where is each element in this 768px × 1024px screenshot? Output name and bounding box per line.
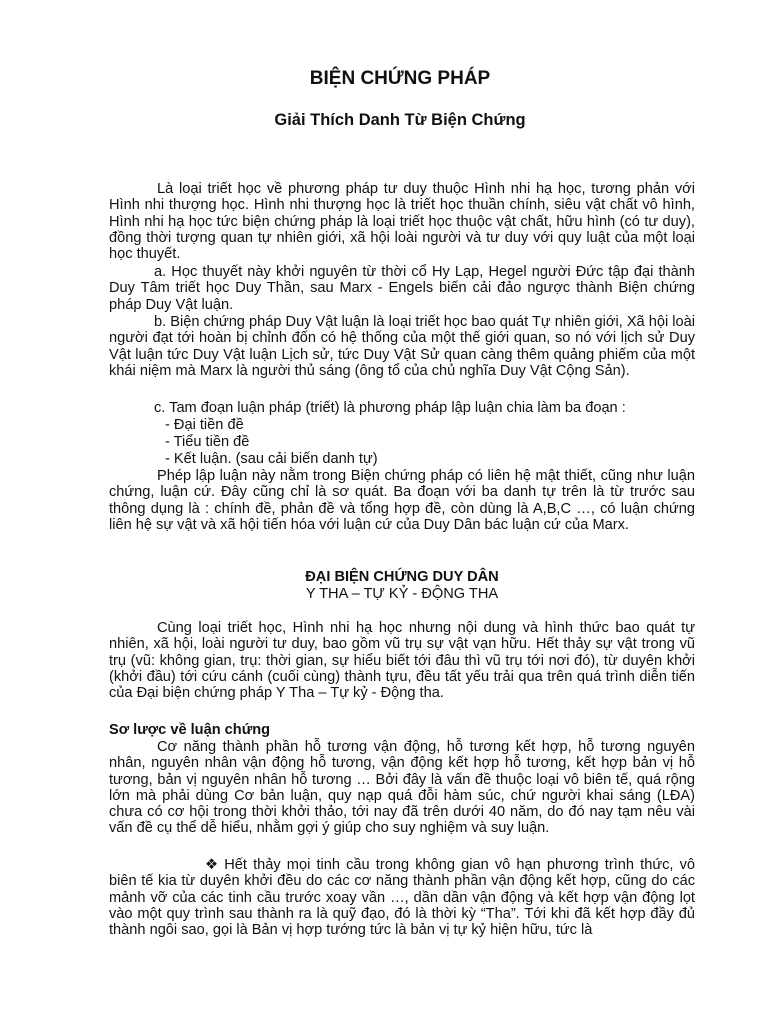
summary-heading: Sơ lược về luận chứng [109, 722, 271, 738]
section-heading: ĐẠI BIỆN CHỨNG DUY DÂN [305, 569, 499, 585]
list-item: - Đại tiền đề [165, 417, 244, 433]
summary-bullet-text: Hết thảy mọi tinh cầu trong không gian vô hạn phương trình thức, vô biên tế kia từ duyên khởi đều do các cơ năng thành phần vận động kết hợp, cũng do các mảnh vỡ của các tinh cầu trước xoay vần …, dần dần vận động và kết hợp vận động lọt vào một quy trình sau thành ra là quỹ đạo, đó là thời kỳ “Tha”. Tới khi đã kết hợp đầy đủ thành ngôi sao, gọi là Bản vị hợp tướng tức là bản vị tự kỷ hiện hữu, tức là [109, 857, 695, 939]
list-item: - Tiểu tiền đề [165, 434, 250, 450]
document-title: BIỆN CHỨNG PHÁP [309, 68, 491, 89]
section-subheading: Y THA – TỰ KỶ - ĐỘNG THA [305, 586, 499, 602]
list-item: - Kết luận. (sau cải biến danh tự) [165, 451, 378, 467]
intro-conclusion-paragraph: Phép lập luận này nằm trong Biện chứng pháp có liên hệ mật thiết, cũng như luận chứng, luận cứ. Đây cũng chỉ là sơ quát. Ba đoạn với ba danh tự trên là từ trước sau thông dụng là : chính đề, phản đề và tổng hợp đề, còn dùng là A,B,C …, có luận chứng liên hệ sự vật và xã hội tiến hóa với luận cứ của Duy Dân bác luận cứ của Marx. [109, 468, 695, 533]
intro-point-b: b. Biện chứng pháp Duy Vật luận là loại triết học bao quát Tự nhiên giới, Xã hội loài người đạt tới hoàn bị chỉnh đốn có hệ thống của một thế giới quan, so nó với lịch sử Duy Vật luận tức Duy Vật luận Lịch sử, tức Duy Vật Sử quan càng thêm quảng phiếm của một khái niệm mà Marx là người thủ sáng (ông tổ của chủ nghĩa Duy Vật Cộng Sản). [109, 314, 695, 379]
intro-point-c: c. Tam đoạn luận pháp (triết) là phương pháp lập luận chia làm ba đoạn : [154, 400, 626, 416]
section-paragraph: Cùng loại triết học, Hình nhi hạ học nhưng nội dung và hình thức bao quát tự nhiên, xã hội, loài người tư duy, bao gồm vũ trụ sự vật vạn hữu. Hết thảy sự vật trong vũ trụ (vũ: không gian, trụ: thời gian, sự hiểu biết tới đâu thì vũ trụ tới nơi đó), từ duyên khởi (khởi đầu) tới cứu cánh (cuối cùng) thành tựu, đều tất yếu trải qua trên quá trình diễn tiến của Đại biện chứng pháp Y Tha – Tự kỷ - Động tha. [109, 620, 695, 702]
intro-paragraph: Là loại triết học về phương pháp tư duy thuộc Hình nhi hạ học, tương phản với Hình nhi thượng học. Hình nhi thượng học là triết học thuần chính, siêu vật chất vô hình, Hình nhi hạ học tức biện chứng pháp là loại triết học thuộc vật chất, hữu hình (có tư duy), đồng thời tượng quan tự nhiên giới, xã hội loài người và tư duy với quy luật của một loại học thuyết. [109, 181, 695, 263]
document-subtitle: Giải Thích Danh Từ Biện Chứng [274, 111, 526, 129]
summary-bullet-paragraph [109, 857, 695, 938]
intro-point-a: a. Học thuyết này khởi nguyên từ thời cổ Hy Lạp, Hegel người Đức tập đại thành Duy Tâm triết học Duy Thần, sau Marx - Engels biến cải đảo ngược thành Biện chứng pháp Duy Vật luận. [109, 264, 695, 313]
diamond-bullet-icon: ❖ [205, 857, 219, 873]
summary-paragraph: Cơ năng thành phần hỗ tương vận động, hỗ tương kết hợp, hỗ tương nguyên nhân, nguyên nhân vận động hỗ tương, vận động kết hợp hỗ tương, kết hợp bản vị hỗ tương, bản vị nguyên nhân hỗ tương … Bởi đây là vấn đề thuộc loại vô biên tế, quá rộng lớn mà phải dùng Cơ bản luận, quy nạp quá đỗi hàm súc, chứ người khai sáng (LĐA) chưa có cơ hội trong thời khởi thảo, tới nay đã trên dưới 40 năm, do đó nay tạm nêu vài vấn đề cụ thể dễ hiểu, nhằm gợi ý giúp cho suy nghiệm và suy luận. [109, 739, 695, 837]
